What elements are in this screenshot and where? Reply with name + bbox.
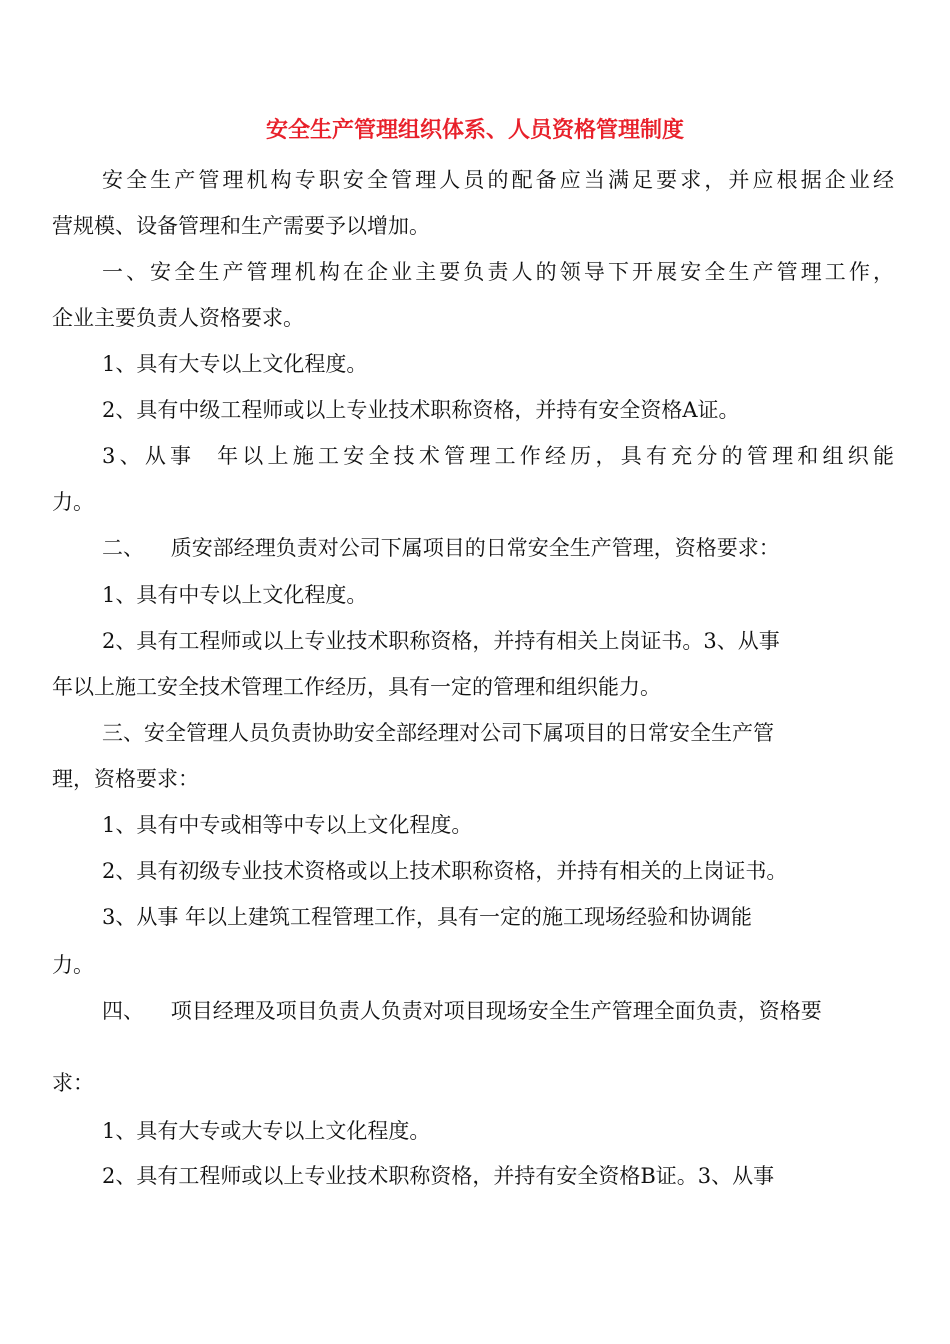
list-item: 2、具有工程师或以上专业技术职称资格，并持有相关上岗证书。3、从事 xyxy=(102,629,780,653)
paragraph-line: 力。 xyxy=(52,953,94,977)
list-item: 1、具有中专或相等中专以上文化程度。 xyxy=(102,813,473,837)
list-item: 2、具有中级工程师或以上专业技术职称资格，并持有安全资格A证。 xyxy=(102,398,740,422)
list-item: 2、具有工程师或以上专业技术职称资格，并持有安全资格B证。3、从事 xyxy=(102,1164,775,1188)
paragraph-line: 企业主要负责人资格要求。 xyxy=(52,306,304,330)
paragraph-line: 安全生产管理机构专职安全管理人员的配备应当满足要求，并应根据企业经 xyxy=(102,168,894,192)
paragraph-line: 三、安全管理人员负责协助安全部经理对公司下属项目的日常安全生产管 xyxy=(102,721,774,745)
list-item: 3、从事 年以上建筑工程管理工作，具有一定的施工现场经验和协调能 xyxy=(102,905,753,929)
paragraph-line: 营规模、设备管理和生产需要予以增加。 xyxy=(52,214,430,238)
paragraph-line: 力。 xyxy=(52,490,94,514)
paragraph-line: 二、 质安部经理负责对公司下属项目的日常安全生产管理，资格要求： xyxy=(102,536,780,560)
paragraph-line: 理，资格要求： xyxy=(52,767,199,791)
document-title: 安全生产管理组织体系、人员资格管理制度 xyxy=(265,117,684,143)
list-item: 1、具有大专以上文化程度。 xyxy=(102,352,368,376)
paragraph-line: 求： xyxy=(52,1071,94,1095)
list-item: 1、具有中专以上文化程度。 xyxy=(102,583,368,607)
paragraph-line: 年以上施工安全技术管理工作经历，具有一定的管理和组织能力。 xyxy=(52,675,661,699)
list-item: 3、从事 年以上施工安全技术管理工作经历，具有充分的管理和组织能 xyxy=(102,444,894,468)
list-item: 2、具有初级专业技术资格或以上技术职称资格，并持有相关的上岗证书。 xyxy=(102,859,788,883)
list-item: 1、具有大专或大专以上文化程度。 xyxy=(102,1119,431,1143)
paragraph-line: 四、 项目经理及项目负责人负责对项目现场安全生产管理全面负责，资格要 xyxy=(102,999,822,1023)
paragraph-line: 一、安全生产管理机构在企业主要负责人的领导下开展安全生产管理工作， xyxy=(102,260,894,284)
